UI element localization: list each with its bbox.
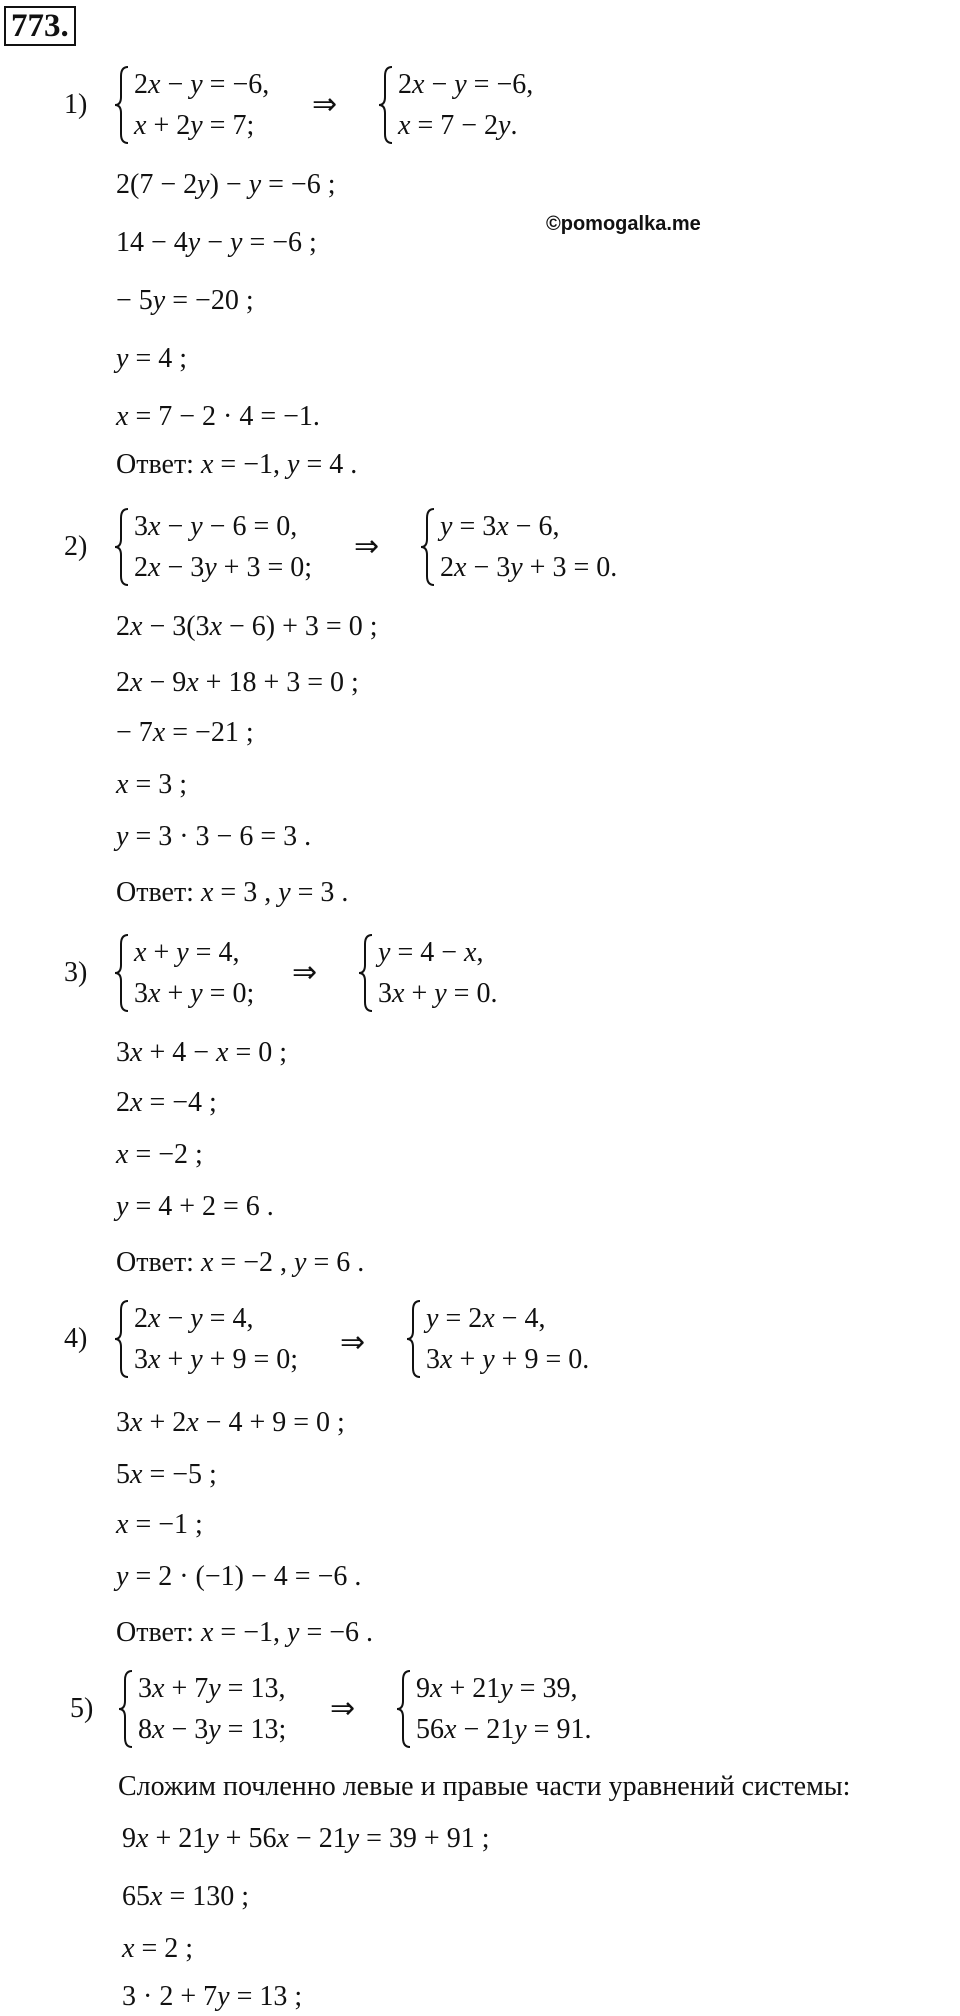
- step-line: 65x = 130 ;: [122, 1881, 250, 1912]
- step-line: 3 · 2 + 7y = 13 ;: [122, 1981, 303, 2012]
- part-2-system-left: [112, 506, 312, 588]
- equation: 2x − y = 4,: [134, 1303, 254, 1334]
- equation: 9x + 21y = 39,: [416, 1673, 578, 1704]
- answer-line: Ответ: x = −2 , y = 6 .: [116, 1247, 365, 1278]
- equation: 56x − 21y = 91.: [416, 1714, 592, 1745]
- step-line: x = −1 ;: [116, 1509, 203, 1540]
- equation: 3x + y + 9 = 0;: [134, 1344, 299, 1375]
- step-line: 2x − 9x + 18 + 3 = 0 ;: [116, 667, 359, 698]
- step-line: x = 2 ;: [122, 1933, 194, 1964]
- part-3-system-left: [112, 932, 254, 1014]
- step-line: 2x − 3(3x − 6) + 3 = 0 ;: [116, 611, 378, 642]
- implies-arrow: ⇒: [340, 1325, 366, 1360]
- step-line: 5x = −5 ;: [116, 1459, 217, 1490]
- step-line: 14 − 4y − y = −6 ;: [116, 227, 317, 258]
- step-line: − 5y = −20 ;: [116, 285, 254, 316]
- part-1-system-right: [376, 64, 533, 146]
- step-line: 9x + 21y + 56x − 21y = 39 + 91 ;: [122, 1823, 490, 1854]
- step-line: 2x = −4 ;: [116, 1087, 217, 1118]
- equation: x + 2y = 7;: [134, 110, 255, 141]
- equation: 2x − 3y + 3 = 0;: [134, 552, 313, 583]
- brace-icon: [116, 1668, 138, 1750]
- answer-line: Ответ: x = −1, y = 4 .: [116, 449, 358, 480]
- implies-arrow: ⇒: [354, 529, 380, 564]
- part-3-system-right: [356, 932, 497, 1014]
- step-line: y = 2 · (−1) − 4 = −6 .: [116, 1561, 362, 1592]
- brace-icon: [356, 932, 378, 1014]
- part-1-system-left: [112, 64, 269, 146]
- equation: 3x − y − 6 = 0,: [134, 511, 298, 542]
- step-line: 2(7 − 2y) − y = −6 ;: [116, 169, 336, 200]
- step-line: y = 4 ;: [116, 343, 188, 374]
- brace-icon: [112, 1298, 134, 1380]
- part-3-number: 3): [64, 957, 88, 988]
- equation: 2x − y = −6,: [134, 69, 270, 100]
- problem-number: 773.: [4, 6, 76, 46]
- explanation-text: Сложим почленно левые и правые части уравнений системы:: [118, 1771, 851, 1802]
- equation: 3x + 7y = 13,: [138, 1673, 286, 1704]
- step-line: − 7x = −21 ;: [116, 717, 254, 748]
- brace-icon: [394, 1668, 416, 1750]
- part-2-number: 2): [64, 531, 88, 562]
- step-line: x = 3 ;: [116, 769, 188, 800]
- equation: x + y = 4,: [134, 937, 240, 968]
- step-line: x = 7 − 2 · 4 = −1.: [116, 401, 320, 432]
- equation: 3x + y = 0;: [134, 978, 255, 1009]
- equation: 3x + y = 0.: [378, 978, 498, 1009]
- part-2-system-right: [418, 506, 617, 588]
- equation: y = 4 − x,: [378, 937, 484, 968]
- equation: 3x + y + 9 = 0.: [426, 1344, 590, 1375]
- implies-arrow: ⇒: [330, 1691, 356, 1726]
- part-4-number: 4): [64, 1323, 88, 1354]
- brace-icon: [112, 64, 134, 146]
- brace-icon: [112, 932, 134, 1014]
- brace-icon: [376, 64, 398, 146]
- implies-arrow: ⇒: [312, 87, 338, 122]
- step-line: 3x + 4 − x = 0 ;: [116, 1037, 288, 1068]
- brace-icon: [418, 506, 440, 588]
- answer-line: Ответ: x = −1, y = −6 .: [116, 1617, 374, 1648]
- part-5-system-left: [116, 1668, 286, 1750]
- step-line: x = −2 ;: [116, 1139, 203, 1170]
- part-4-system-right: [404, 1298, 589, 1380]
- equation: y = 2x − 4,: [426, 1303, 546, 1334]
- step-line: y = 4 + 2 = 6 .: [116, 1191, 274, 1222]
- equation: y = 3x − 6,: [440, 511, 560, 542]
- part-1-number: 1): [64, 89, 88, 120]
- watermark: ©pomogalka.me: [546, 213, 701, 235]
- brace-icon: [112, 506, 134, 588]
- step-line: y = 3 · 3 − 6 = 3 .: [116, 821, 312, 852]
- equation: x = 7 − 2y.: [398, 110, 518, 141]
- part-5-system-right: [394, 1668, 591, 1750]
- equation: 2x − y = −6,: [398, 69, 534, 100]
- step-line: 3x + 2x − 4 + 9 = 0 ;: [116, 1407, 345, 1438]
- equation: 8x − 3y = 13;: [138, 1714, 287, 1745]
- part-5-number: 5): [70, 1693, 94, 1724]
- part-4-system-left: [112, 1298, 298, 1380]
- answer-line: Ответ: x = 3 , y = 3 .: [116, 877, 349, 908]
- equation: 2x − 3y + 3 = 0.: [440, 552, 618, 583]
- brace-icon: [404, 1298, 426, 1380]
- implies-arrow: ⇒: [292, 955, 318, 990]
